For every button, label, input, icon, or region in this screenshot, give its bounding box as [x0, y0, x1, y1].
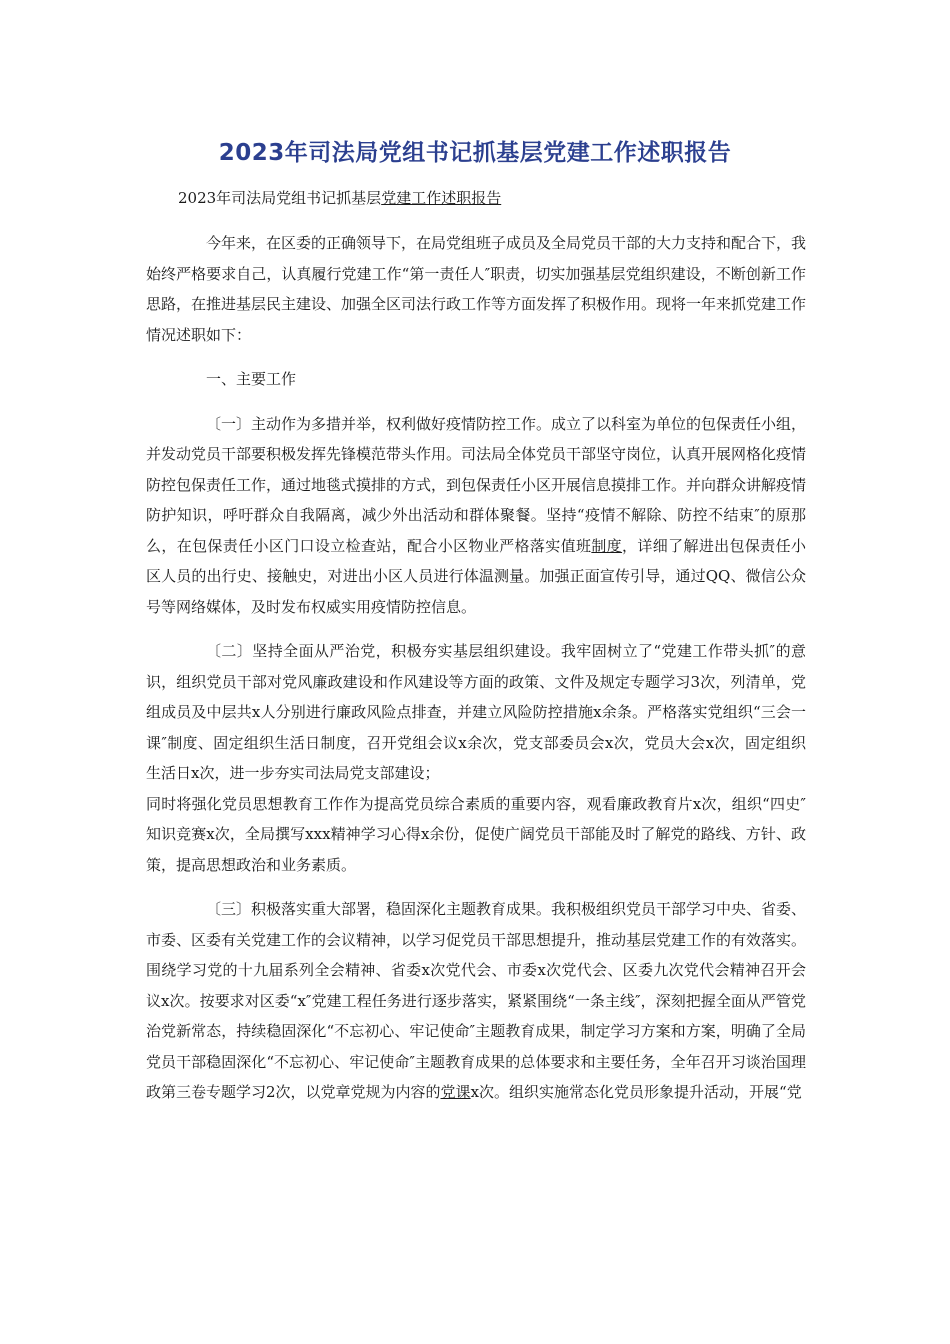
item-1-underlined: 制度	[591, 536, 623, 555]
item-3-underlined: 党课	[440, 1083, 471, 1101]
item-1-paragraph	[146, 409, 806, 623]
item-3-paragraph	[146, 894, 806, 1108]
item-3-text-a: 〔三〕积极落实重大部署，稳固深化主题教育成果。我积极组织党员干部学习中央、省委、市委、区委有关党建工作的会议精神，以学习促党员干部思想提升，推动基层党建工作的有效落实。围绕学习党的十九届系列全会精神、省委x次党代会、市委x次党代会、区委九次党代会精神召开会议x次。按要求对区委“x″党建工程任务进行逐步落实，紧紧围绕“一条主线″，深刻把握全面从严管党治党新常态，持续稳固深化“不忘初心、牢记使命″主题教育成果，制定学习方案和方案，明确了全局党员干部稳固深化“不忘初心、牢记使命″主题教育成果的总体要求和主要任务，全年召开习谈治国理政第三卷专题学习2次，以党章党规为内容的	[146, 900, 807, 1101]
subtitle-text: 2023年司法局党组书记抓基层	[178, 189, 382, 207]
document-body	[146, 228, 806, 1122]
item-3-text-b: x次。组织实施常态化党员形象提升活动，开展“党	[470, 1083, 802, 1101]
document-title: 2023年司法局党组书记抓基层党建工作述职报告	[218, 140, 732, 166]
item-1-text-b: ，详细了解进出包保责任小区人员的出行史、接触史，对进出小区人员进行体温测量。加强正面宣传引导，通过QQ、微信公众号等网络媒体，及时发布权威实用疫情防控信息。	[146, 536, 806, 616]
document-subtitle	[178, 187, 501, 208]
item-1-text-a: 〔一〕主动作为多措并举，权利做好疫情防控工作。成立了以科室为单位的包保责任小组，并发动党员干部要积极发挥先锋模范带头作用。司法局全体党员干部坚守岗位，认真开展网格化疫情防控包保责任工作，通过地毯式摸排的方式，到包保责任小区开展信息摸排工作。并向群众讲解疫情防护知识，呼吁群众自我隔离，减少外出活动和群体聚餐。坚持“疫情不解除、防控不结束″的原那么，在包保责任小区门口设立检查站，配合小区物业严格落实值班	[146, 414, 807, 555]
item-2-paragraph: 〔二〕坚持全面从严治党，积极夯实基层组织建设。我牢固树立了“党建工作带头抓″的意识，组织党员干部对党风廉政建设和作风建设等方面的政策、文件及规定专题学习3次，列清单，党组成员及中层共x人分别进行廉政风险点排查，并建立风险防控措施x余条。严格落实党组织“三会一课″制度、固定组织生活日制度，召开党组会议x余次，党支部委员会x次，党员大会x次，固定组织生活日x次，进一步夯实司法局党支部建设；	[146, 642, 806, 782]
item-2-continuation: 同时将强化党员思想教育工作作为提高党员综合素质的重要内容，观看廉政教育片x次，组织“四史″知识竞赛x次，全局撰写xxx精神学习心得x余份，促使广阔党员干部能及时了解党的路线、方针、政策，提高思想政治和业务素质。	[146, 794, 806, 874]
subtitle-underlined-text: 党建工作述职报告	[381, 189, 502, 207]
section-heading-main-work: 一、主要工作	[206, 370, 297, 388]
intro-paragraph: 今年来，在区委的正确领导下，在局党组班子成员及全局党员干部的大力支持和配合下，我始终严格要求自己，认真履行党建工作“第一责任人″职责，切实加强基层党组织建设，不断创新工作思路，在推进基层民主建设、加强全区司法行政工作等方面发挥了积极作用。现将一年来抓党建工作情况述职如下：	[146, 234, 807, 344]
